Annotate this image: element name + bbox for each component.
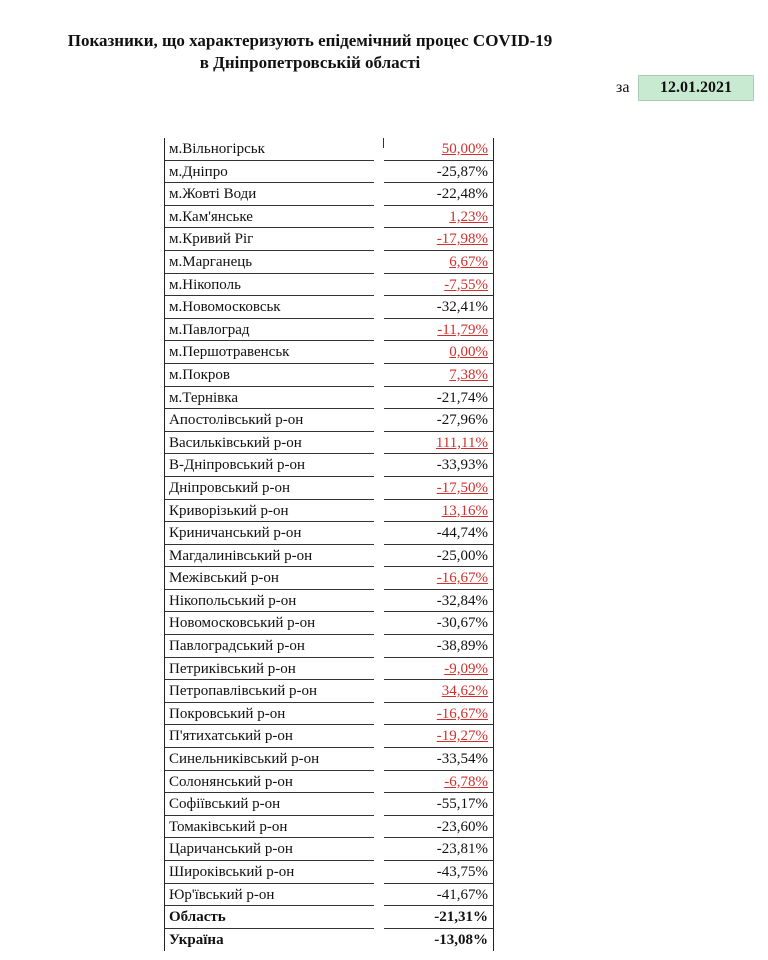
region-name: В-Дніпровський р-он <box>164 454 374 477</box>
region-name: Синельниківський р-он <box>164 748 374 771</box>
region-name: м.Нікополь <box>164 274 374 297</box>
table-row <box>164 771 494 794</box>
table-row <box>164 161 494 184</box>
table-row <box>164 725 494 748</box>
region-value: -33,54% <box>384 748 494 771</box>
region-name: Павлоградський р-он <box>164 635 374 658</box>
region-name: Криничанський р-он <box>164 522 374 545</box>
table-row <box>164 138 494 161</box>
region-value: -27,96% <box>384 409 494 432</box>
region-value: 50,00% <box>384 138 494 161</box>
region-value: -23,60% <box>384 816 494 839</box>
table-row <box>164 387 494 410</box>
region-name: м.Тернівка <box>164 387 374 410</box>
region-value: -44,74% <box>384 522 494 545</box>
table-row <box>164 228 494 251</box>
table-row <box>164 680 494 703</box>
region-name: Дніпровський р-он <box>164 477 374 500</box>
table-row <box>164 906 494 929</box>
table-row <box>164 816 494 839</box>
table-row <box>164 341 494 364</box>
table-row <box>164 500 494 523</box>
region-name: м.Першотравенськ <box>164 341 374 364</box>
region-name: Царичанський р-он <box>164 838 374 861</box>
region-value: -32,41% <box>384 296 494 319</box>
region-value: -17,98% <box>384 228 494 251</box>
region-name: Юр'ївський р-он <box>164 884 374 907</box>
region-value: -55,17% <box>384 793 494 816</box>
region-name: Новомосковський р-он <box>164 612 374 635</box>
table-row <box>164 861 494 884</box>
region-value: 7,38% <box>384 364 494 387</box>
table-row <box>164 432 494 455</box>
region-value: -38,89% <box>384 635 494 658</box>
region-value: -21,31% <box>384 906 494 929</box>
table-row <box>164 703 494 726</box>
table-row <box>164 454 494 477</box>
table-row <box>164 590 494 613</box>
table-row <box>164 251 494 274</box>
region-value: 6,67% <box>384 251 494 274</box>
region-name: м.Покров <box>164 364 374 387</box>
region-name: Нікопольський р-он <box>164 590 374 613</box>
report-title: Показники, що характеризують епідемічний процес COVID-19 <box>67 31 553 50</box>
date-prefix: за <box>616 79 630 96</box>
region-name: Покровський р-он <box>164 703 374 726</box>
report-subtitle: в Дніпропетровській області <box>199 53 421 72</box>
table-row <box>164 929 494 952</box>
region-name: Софіївський р-он <box>164 793 374 816</box>
table-row <box>164 206 494 229</box>
region-name: м.Марганець <box>164 251 374 274</box>
region-name: Магдалинівський р-он <box>164 545 374 568</box>
region-value: -32,84% <box>384 590 494 613</box>
table-row <box>164 793 494 816</box>
region-value: 34,62% <box>384 680 494 703</box>
region-value: -7,55% <box>384 274 494 297</box>
region-value: -25,87% <box>384 161 494 184</box>
region-name: Томаківський р-он <box>164 816 374 839</box>
region-value: -17,50% <box>384 477 494 500</box>
region-value: 111,11% <box>384 432 494 455</box>
region-value: -22,48% <box>384 183 494 206</box>
table-row <box>164 545 494 568</box>
table-row <box>164 635 494 658</box>
region-name: Україна <box>164 929 374 952</box>
region-value: -6,78% <box>384 771 494 794</box>
table-row <box>164 274 494 297</box>
region-name: Петриківський р-он <box>164 658 374 681</box>
region-value: -16,67% <box>384 567 494 590</box>
region-name: м.Павлоград <box>164 319 374 342</box>
region-value: -11,79% <box>384 319 494 342</box>
table-row <box>164 183 494 206</box>
table-row <box>164 567 494 590</box>
region-name: м.Вільногірськ <box>164 138 374 161</box>
region-value: 1,23% <box>384 206 494 229</box>
region-name: Криворізький р-он <box>164 500 374 523</box>
region-name: П'ятихатський р-он <box>164 725 374 748</box>
region-value: -41,67% <box>384 884 494 907</box>
region-value: -33,93% <box>384 454 494 477</box>
region-value: -16,67% <box>384 703 494 726</box>
table-row <box>164 838 494 861</box>
region-name: Межівський р-он <box>164 567 374 590</box>
region-value: -13,08% <box>384 929 494 952</box>
table-row <box>164 658 494 681</box>
region-name: Солонянський р-он <box>164 771 374 794</box>
region-value: -23,81% <box>384 838 494 861</box>
region-value: -30,67% <box>384 612 494 635</box>
region-name: Область <box>164 906 374 929</box>
table-row <box>164 748 494 771</box>
region-name: Петропавлівський р-он <box>164 680 374 703</box>
region-value: -19,27% <box>384 725 494 748</box>
region-value: 0,00% <box>384 341 494 364</box>
table-row <box>164 612 494 635</box>
region-value: 13,16% <box>384 500 494 523</box>
table-row <box>164 364 494 387</box>
region-name: м.Жовті Води <box>164 183 374 206</box>
region-name: м.Новомосковськ <box>164 296 374 319</box>
region-value: -25,00% <box>384 545 494 568</box>
indicators-table <box>164 138 494 951</box>
region-name: м.Кривий Ріг <box>164 228 374 251</box>
region-value: -43,75% <box>384 861 494 884</box>
table-row <box>164 522 494 545</box>
table-row <box>164 884 494 907</box>
region-value: -9,09% <box>384 658 494 681</box>
table-row <box>164 296 494 319</box>
region-name: Васильківський р-он <box>164 432 374 455</box>
region-name: м.Кам'янське <box>164 206 374 229</box>
region-name: Широківський р-он <box>164 861 374 884</box>
region-name: Апостолівський р-он <box>164 409 374 432</box>
report-date: 12.01.2021 <box>638 75 754 101</box>
table-row <box>164 319 494 342</box>
region-name: м.Дніпро <box>164 161 374 184</box>
table-row <box>164 409 494 432</box>
table-row <box>164 477 494 500</box>
region-value: -21,74% <box>384 387 494 410</box>
